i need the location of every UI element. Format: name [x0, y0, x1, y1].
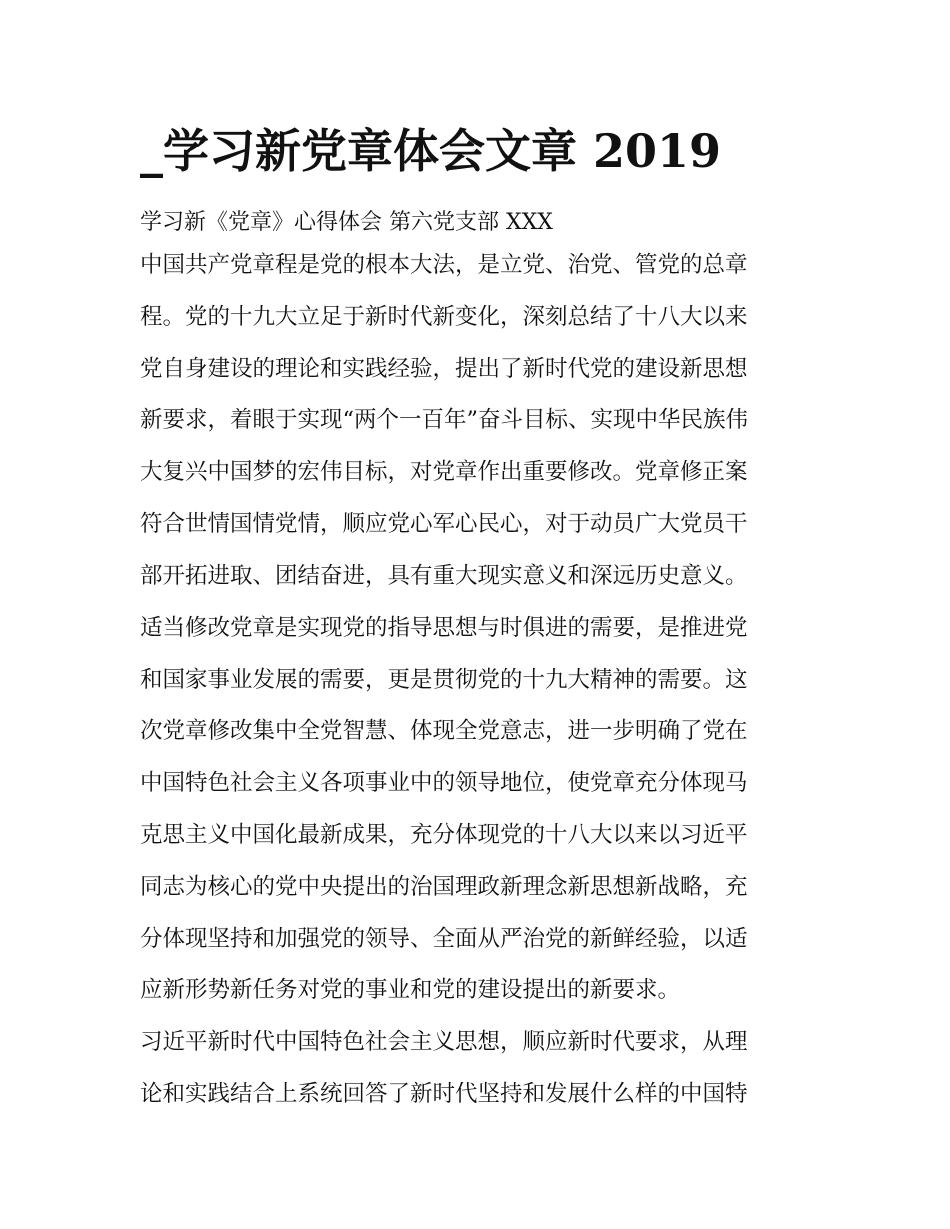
- body-line-12: 克思主义中国化最新成果，充分体现党的十八大以来以习近平: [140, 822, 748, 848]
- body-line-2: 程。党的十九大立足于新时代新变化，深刻总结了十八大以来: [140, 304, 748, 330]
- document-subtitle: 学习新《党章》心得体会 第六党支部 XXX: [140, 210, 553, 235]
- body-line-14: 分体现坚持和加强党的领导、全面从严治党的新鲜经验，以适: [140, 926, 748, 952]
- body-line-5: 大复兴中国梦的宏伟目标，对党章作出重要修改。党章修正案: [140, 459, 748, 485]
- body-line-6: 符合世情国情党情，顺应党心军心民心，对于动员广大党员干: [140, 511, 748, 537]
- body-line-3: 党自身建设的理论和实践经验，提出了新时代党的建设新思想: [140, 356, 748, 382]
- body-line-9: 和国家事业发展的需要，更是贯彻党的十九大精神的需要。这: [140, 667, 748, 693]
- body-line-11: 中国特色社会主义各项事业中的领导地位，使党章充分体现马: [140, 770, 748, 796]
- document-title: _学习新党章体会文章 2019: [140, 124, 722, 178]
- body-line-16: 习近平新时代中国特色社会主义思想，顺应新时代要求，从理: [140, 1029, 748, 1055]
- body-line-1: 中国共产党章程是党的根本大法，是立党、治党、管党的总章: [140, 252, 748, 278]
- body-line-15: 应新形势新任务对党的事业和党的建设提出的新要求。: [140, 977, 681, 1003]
- body-line-13: 同志为核心的党中央提出的治国理政新理念新思想新战略，充: [140, 874, 748, 900]
- body-line-17: 论和实践结合上系统回答了新时代坚持和发展什么样的中国特: [140, 1081, 748, 1107]
- body-line-4: 新要求，着眼于实现“两个一百年”奋斗目标、实现中华民族伟: [140, 407, 749, 433]
- body-line-10: 次党章修改集中全党智慧、体现全党意志，进一步明确了党在: [140, 718, 748, 744]
- body-line-8: 适当修改党章是实现党的指导思想与时俱进的需要，是推进党: [140, 615, 748, 641]
- body-line-7: 部开拓进取、团结奋进，具有重大现实意义和深远历史意义。: [140, 563, 748, 589]
